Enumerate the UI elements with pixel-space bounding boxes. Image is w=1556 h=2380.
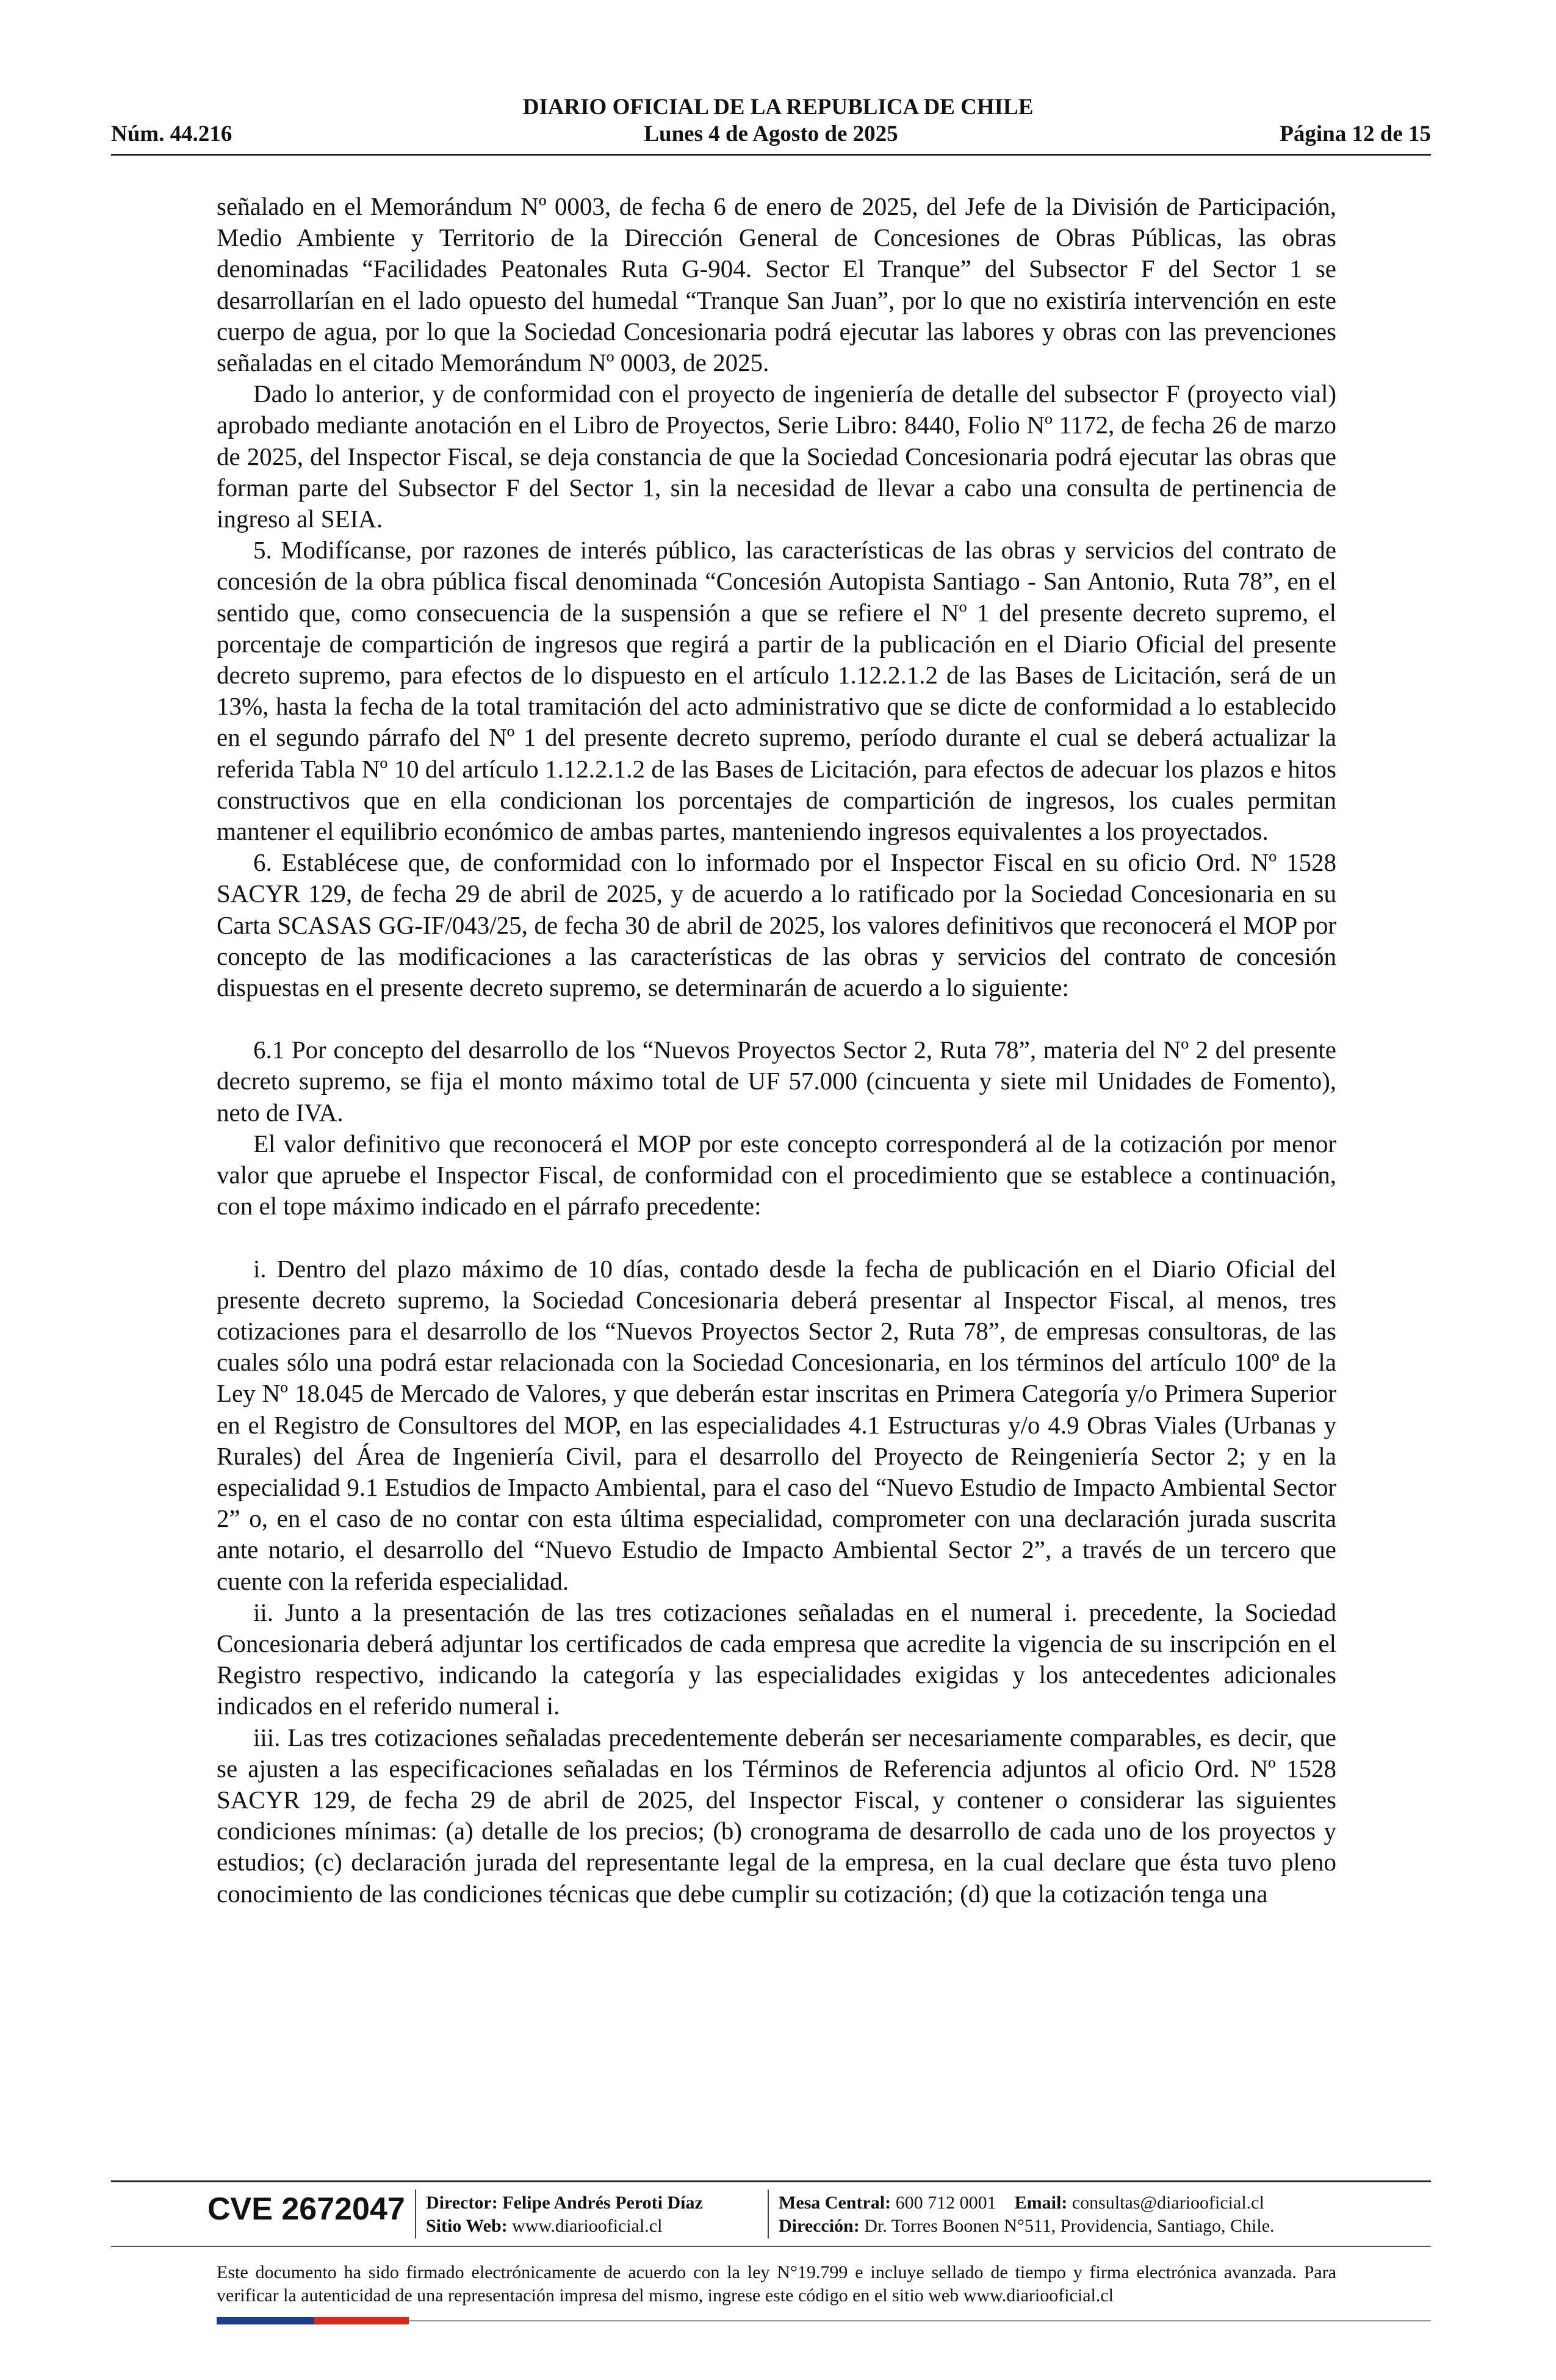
footer-contact-block (779, 2191, 1275, 2238)
cve-code: CVE 2672047 (207, 2191, 405, 2227)
address-value: Dr. Torres Boonen N°511, Providencia, Santiago, Chile. (864, 2216, 1275, 2236)
paragraph: 5. Modifícanse, por razones de interés público, las características de las obras y servicios del contrato de concesión de la obra pública fiscal denominada “Concesión Autopista Santiago - San Antonio, Ruta 78”, en el sentido que, como consecuencia de la suspensión a que se refiere el Nº 1 del presente decreto supremo, el porcentaje de compartición de ingresos que regirá a partir de la publicación en el Diario Oficial del presente decreto supremo, para efectos de lo dispuesto en el artículo 1.12.2.1.2 de las Bases de Licitación, será de un 13%, hasta la fecha de la total tramitación del acto administrativo que se dicte de conformidad a lo establecido en el segundo párrafo del Nº 1 del presente decreto supremo, período durante el cual se deberá actualizar la referida Tabla Nº 10 del artículo 1.12.2.1.2 de las Bases de Licitación, para efectos de adecuar los plazos e hitos constructivos que en ella condicionan los porcentajes de compartición de ingresos, los cuales permitan mantener el equilibrio económico de ambas partes, manteniendo ingresos equivalentes a los proyectados. (217, 536, 1336, 846)
footer-director-block (426, 2191, 703, 2238)
footer-divider (111, 2246, 1431, 2247)
paragraph: 6. Establécese que, de conformidad con lo informado por el Inspector Fiscal en su oficio Ord. Nº 1528 SACYR 129, de fecha 29 de abril de 2025, y de acuerdo a lo ratificado por la Sociedad Concesionaria en su Carta SCASAS GG-IF/043/25, de fecha 30 de abril de 2025, los valores definitivos que reconocerá el MOP por concepto de las modificaciones a las características de las obras y servicios del contrato de concesión dispuestas en el presente decreto supremo, se determinarán de acuerdo a lo siguiente: (217, 848, 1336, 1002)
footer-separator (768, 2190, 769, 2238)
issue-date: Lunes 4 de Agosto de 2025 (644, 121, 898, 146)
paragraph: señalado en el Memorándum Nº 0003, de fecha 6 de enero de 2025, del Jefe de la División de Participación, Medio Ambiente y Territorio de la Dirección General de Concesiones de Obras Públicas, las obras denominadas “Facilidades Peatonales Ruta G-904. Sector El Tranque” del Subsector F del Sector 1 se desarrollarían en el lado opuesto del humedal “Tranque San Juan”, por lo que no existiría intervención en este cuerpo de agua, por lo que la Sociedad Concesionaria podrá ejecutar las labores y obras con las prevenciones señaladas en el citado Memorándum Nº 0003, de 2025. (217, 192, 1336, 377)
flag-stripe-blue (217, 2317, 314, 2324)
page-indicator: Página 12 de 15 (1280, 121, 1431, 146)
flag-stripe-red (314, 2317, 409, 2324)
email-link[interactable]: consultas@diariooficial.cl (1072, 2193, 1264, 2213)
header-row (111, 121, 1431, 149)
header-divider (111, 154, 1431, 156)
site-label: Sitio Web: (426, 2216, 508, 2236)
document-body (217, 191, 1336, 1909)
flag-stripe-line (409, 2320, 1431, 2321)
director-name: Felipe Andrés Peroti Díaz (502, 2193, 703, 2213)
paragraph: 6.1 Por concepto del desarrollo de los “Nuevos Proyectos Sector 2, Ruta 78”, materia del Nº 2 del presente decreto supremo, se fija el monto máximo total de UF 57.000 (cincuenta y siete mil Unidades de Fomento), neto de IVA. (217, 1036, 1336, 1127)
paragraph: iii. Las tres cotizaciones señaladas precedentemente deberán ser necesariamente comparables, es decir, que se ajusten a las especificaciones señaladas en los Términos de Referencia adjuntos al oficio Ord. Nº 1528 SACYR 129, de fecha 29 de abril de 2025, del Inspector Fiscal, y contener o considerar las siguientes condiciones mínimas: (a) detalle de los precios; (b) cronograma de desarrollo de cada uno de los proyectos y estudios; (c) declaración jurada del representante legal de la empresa, en la cual declare que ésta tuvo pleno conocimiento de las condiciones técnicas que debe cumplir su cotización; (d) que la cotización tenga una (217, 1723, 1336, 1908)
paragraph: El valor definitivo que reconocerá el MOP por este concepto corresponderá al de la cotización por menor valor que apruebe el Inspector Fiscal, de conformidad con el procedimiento que se establece a continuación, con el tope máximo indicado en el párrafo precedente: (217, 1129, 1336, 1221)
gazette-title: DIARIO OFICIAL DE LA REPUBLICA DE CHILE (522, 95, 1034, 120)
paragraph: ii. Junto a la presentación de las tres cotizaciones señaladas en el numeral i. precedente, la Sociedad Concesionaria deberá adjuntar los certificados de cada empresa que acredite la vigencia de su inscripción en el Registro respectivo, indicando la categoría y las especialidades exigidas y los antecedentes adicionales indicados en el referido numeral i. (217, 1598, 1336, 1720)
address-label: Dirección: (779, 2216, 860, 2236)
issue-number: Núm. 44.216 (111, 121, 232, 146)
footer-separator (415, 2190, 416, 2238)
email-label: Email: (1014, 2193, 1068, 2213)
mesa-phone: 600 712 0001 (895, 2193, 996, 2213)
mesa-label: Mesa Central: (779, 2193, 891, 2213)
footer-divider (111, 2180, 1431, 2182)
signature-disclaimer: Este documento ha sido firmado electrónicamente de acuerdo con la ley N°19.799 e incluye sellado de tiempo y firma electrónica avanzada. Para verificar la autenticidad de una representación impresa del mismo, ingrese este código en el sitio web www.diariooficial.cl (217, 2262, 1336, 2306)
paragraph: i. Dentro del plazo máximo de 10 días, contado desde la fecha de publicación en el Diario Oficial del presente decreto supremo, la Sociedad Concesionaria deberá presentar al Inspector Fiscal, al menos, tres cotizaciones para el desarrollo de los “Nuevos Proyectos Sector 2, Ruta 78”, de empresas consultoras, de las cuales sólo una podrá estar relacionada con la Sociedad Concesionaria, en los términos del artículo 100º de la Ley Nº 18.045 de Mercado de Valores, y que deberán estar inscritas en Primera Categoría y/o Primera Superior en el Registro de Consultores del MOP, en las especialidades 4.1 Estructuras y/o 4.9 Obras Viales (Urbanas y Rurales) del Área de Ingeniería Civil, para el desarrollo del Proyecto de Reingeniería Sector 2; y en la especialidad 9.1 Estudios de Impacto Ambiental, para el caso del “Nuevo Estudio de Impacto Ambiental Sector 2” o, en el caso de no contar con esta última especialidad, comprometer con una declaración jurada suscrita ante notario, el desarrollo del “Nuevo Estudio de Impacto Ambiental Sector 2”, a través de un tercero que cuente con la referida especialidad. (217, 1254, 1336, 1595)
director-label: Director: (426, 2193, 498, 2213)
paragraph: Dado lo anterior, y de conformidad con el proyecto de ingeniería de detalle del subsector F (proyecto vial) aprobado mediante anotación en el Libro de Proyectos, Serie Libro: 8440, Folio Nº 1172, de fecha 26 de marzo de 2025, del Inspector Fiscal, se deja constancia de que la Sociedad Concesionaria podrá ejecutar las obras que forman parte del Subsector F del Sector 1, sin la necesidad de llevar a cabo una consulta de pertinencia de ingreso al SEIA. (217, 380, 1336, 533)
site-link[interactable]: www.diariooficial.cl (512, 2216, 663, 2236)
